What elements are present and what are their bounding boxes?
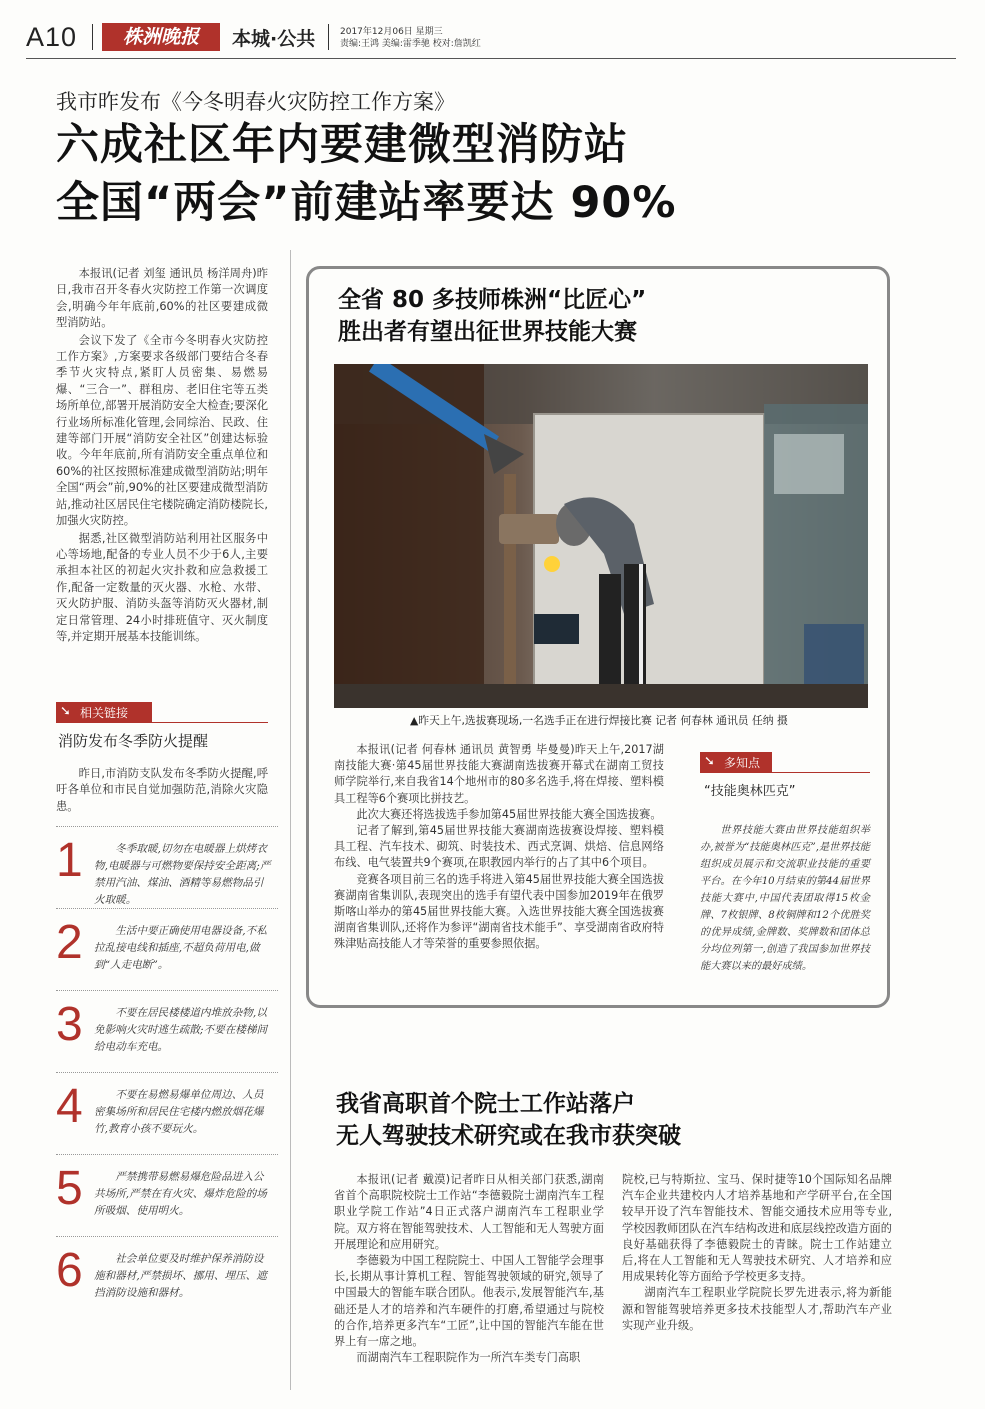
tip-text: 不要在易燃易爆单位周边、人员密集场所和居民住宅楼内燃放烟花爆竹,教育小孩不要玩火。 [94,1089,264,1135]
paragraph: 本报讯(记者 何春林 通讯员 黄智勇 毕曼曼)昨天上午,2017湖南技能大赛·第45届世界技能大赛湖南选拔赛开幕式在湖南工贸技师学院举行,来自我省14个地州市的80多名选手,将在焊接、塑料模具工程等6个赛项比拼技艺。 [334,743,664,805]
tip-text: 严禁携带易燃易爆危险品进入公共场所,严禁在有火灾、爆炸危险的场所吸烟、使用明火。 [94,1171,267,1217]
paragraph: 而湖南汽车工程职院作为一所汽车类专门高职 [356,1351,581,1365]
side-note-tag [700,752,870,776]
tag-label: 多知点 [724,756,761,770]
tag-rule [56,722,268,723]
tip-number: 6 [56,1244,83,1297]
paragraph: 本报讯(记者 戴漠)记者昨日从相关部门获悉,湖南省首个高职院校院士工作站“李德毅院士湖南汽车工程职业学院工作站”4日正式落户湖南汽车工程职业学院。双方将在智能驾驶技术、人工智能和无人驾驶方面开展理论和应用研究。 [334,1173,604,1251]
section-name: 本城·公共 [232,28,316,50]
headline-line: 六成社区年内要建微型消防站 [56,120,628,170]
tip-number: 5 [56,1162,83,1215]
related-link-tag [56,702,268,724]
paragraph: 据悉,社区微型消防站利用社区服务中心等场地,配备的专业人员不少于6人,主要承担本社区的初起火灾扑救和应急救援工作,配备一定数量的灭火器、水枪、水带、灭火防护服、消防头盔等消防灭火器材,制定日常管理、24小时排班值守、灭火制度等,并定期开展基本技能训练。 [56,531,268,643]
paragraph: 昨日,市消防支队发布冬季防火提醒,呼吁各单位和市民自觉加强防范,消除火灾隐患。 [56,767,268,813]
tag-label: 相关链接 [80,706,129,720]
tip-number: 3 [56,998,83,1051]
list-item [56,826,278,908]
title-line: 我省高职首个院士工作站落户 [336,1091,635,1117]
arrow-icon: ➘ [60,704,71,719]
paragraph: 李德毅为中国工程院院士、中国人工智能学会理事长,长期从事计算机工程、智能驾驶领域的研究,领导了中国最大的智能车联合团队。他表示,发展智能汽车,基础还是人才的培养和汽车硬件的打磨,希望通过与院校的合作,培养更多汽车“工匠”,让中国的智能汽车能在世界上有一席之地。 [334,1254,604,1349]
paper-logo: 株洲晚报 [102,23,220,51]
title-line: 胜出者有望出征世界技能大赛 [338,319,637,345]
column-divider [290,250,291,1390]
tip-number: 1 [56,834,83,887]
feature-title [338,284,646,348]
tag-bar [56,702,152,722]
paragraph: 本报讯(记者 刘玺 通讯员 杨洋周舟)昨日,我市召开冬春火灾防控工作第一次调度会,明确今年年底前,60%的社区要建成微型消防站。 [56,267,268,330]
masthead-rule [26,58,956,59]
bottom-article-col-1 [334,1172,604,1366]
list-item [56,1072,278,1154]
paragraph: 会议下发了《全市今冬明春火灾防控工作方案》,方案要求各级部门要结合冬春季节火灾特点,紧盯人员密集、易燃易爆、“三合一”、群租房、老旧住宅等五类场所单位,部署开展消防安全大检查;要深化行业场所标准化管理,会同综治、民政、住建等部门开展“消防安全社区”创建达标验收。今年年底前,所有消防安全重点单位和60%的社区按照标准建成微型消防站;明年全国“两会”前,90%的社区要建成微型消防站,推动社区居民住宅楼院确定消防楼院长,加强火灾防控。 [56,333,268,528]
paragraph: 记者了解到,第45届世界技能大赛湖南选拔赛设焊接、塑料模具工程、汽车技术、砌筑、时装技术、西式烹调、烘焙、信息网络布线、电气装置共9个赛项,在职教园内举行的占了其中6个项目。 [334,824,664,870]
issue-info [340,26,481,50]
bottom-article-col-2 [622,1172,892,1334]
title-line: 全省 80 多技师株洲“比匠心” [338,287,647,313]
paragraph: 此次大赛还将选拔选手参加第45届世界技能大赛全国选拔赛。 [356,807,662,821]
issue-date: 2017年12月06日 星期三 [340,27,443,37]
tip-number: 4 [56,1080,83,1133]
masthead-divider [328,24,329,50]
photo-caption: ▲昨天上午,选拔赛现场,一名选手正在进行焊接比赛 记者 何春林 通讯员 任纳 摄 [410,714,788,727]
lead-kicker: 我市昨发布《今冬明春火灾防控工作方案》 [56,90,455,114]
tip-number: 2 [56,916,83,969]
tag-bar [700,752,772,772]
list-item [56,908,278,990]
tip-text: 冬季取暖,切勿在电暖器上烘烤衣物,电暖器与可燃物要保持安全距离;严禁用汽油、煤油、酒精等易燃物品引火取暖。 [94,843,271,906]
masthead [26,16,956,60]
side-note-text: 世界技能大赛由世界技能组织举办,被誉为“技能奥林匹克”,是世界技能组织成员展示和交流职业技能的重要平台。在今年10月结束的第44届世界技能大赛中,中国代表团取得15枚金牌、7枚银牌、8枚铜牌和12个优胜奖的优异成绩,金牌数、奖牌数和团体总分均位列第一,创造了我国参加世界技能大赛以来的最好成绩。 [700,825,870,972]
related-intro [56,766,268,816]
tip-text: 不要在居民楼楼道内堆放杂物,以免影响火灾时逃生疏散;不要在楼梯间给电动车充电。 [94,1007,268,1053]
paragraph: 湖南汽车工程职业学院院长罗先进表示,将为新能源和智能驾驶培养更多技术技能型人才,帮助汽车产业实现产业升级。 [622,1286,892,1332]
feature-article-body [334,742,664,953]
headline-line: 全国“两会”前建站率要达 90% [56,178,677,228]
paragraph: 竞赛各项目前三名的选手将进入第45届世界技能大赛全国选拔赛湖南省集训队,表现突出的选手有望代表中国参加2019年在俄罗斯喀山举办的第45届世界技能大赛。入选世界技能大赛全国选拔赛湖南省集训队,还将作为参评“湖南省技术能手”、享受湖南省政府特殊津贴高技能人才等荣誉的重要参照依据。 [334,872,664,951]
masthead-divider [92,24,93,50]
welding-photo [334,364,868,708]
fire-tips-list [56,826,278,1318]
issue-editors: 责编:王鸿 美编:雷季驰 校对:詹凯红 [340,39,481,49]
tip-text: 生活中要正确使用电器设备,不私拉乱接电线和插座,不超负荷用电,做到“人走电断”。 [94,925,267,971]
paragraph: 院校,已与特斯拉、宝马、保时捷等10个国际知名品牌汽车企业共建校内人才培养基地和产学研平台,在全国较早开设了汽车智能技术、智能交通技术应用等专业,学校因教师团队在汽车结构改进和底层线控改造方面的良好基础获得了李德毅院士的青睐。院士工作站建立后,将在人工智能和无人驾驶技术研究、人才培养和应用成果转化等方面给予学校更多支持。 [622,1173,892,1284]
related-title: 消防发布冬季防火提醒 [58,732,209,750]
page-number: A10 [26,22,78,52]
list-item [56,1236,278,1318]
lead-headline [56,116,676,232]
tip-text: 社会单位要及时维护保养消防设施和器材,严禁损坏、挪用、埋压、遮挡消防设施和器材。 [94,1253,267,1299]
bottom-article-title [336,1088,681,1152]
arrow-icon: ➘ [704,754,715,769]
welding-scene-illustration [334,364,868,708]
tag-rule [700,772,870,773]
side-note-title: “技能奥林匹克” [704,784,796,799]
title-line: 无人驾驶技术研究或在我市获突破 [336,1123,681,1149]
list-item [56,1154,278,1236]
lead-article-body [56,266,268,646]
list-item [56,990,278,1072]
